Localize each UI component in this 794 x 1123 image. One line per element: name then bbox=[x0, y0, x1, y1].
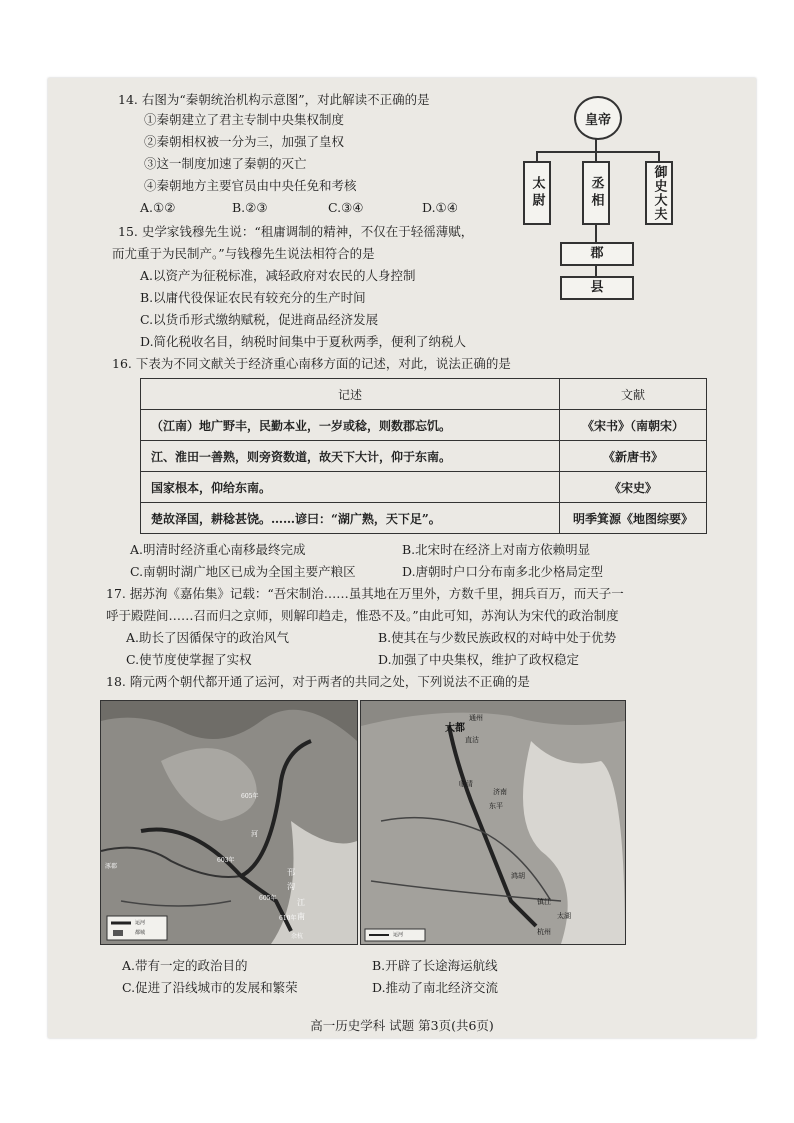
q15-stem-line1: 15. 史学家钱穆先生说：“租庸调制的精神，不仅在于轻徭薄赋， bbox=[118, 224, 474, 239]
q17-stem-line2: 呼于殿陛间……召而归之京师，则解印趋走，惟恐不及。”由此可知，苏洵认为宋代的政治制度 bbox=[106, 608, 619, 623]
map1-label: 603年 bbox=[217, 857, 235, 864]
table-header-row bbox=[141, 379, 707, 410]
xian-node: 县 bbox=[560, 276, 634, 300]
table-row bbox=[141, 441, 707, 472]
table-row bbox=[141, 503, 707, 534]
map1-label: 余杭 bbox=[291, 933, 304, 940]
sui-canal-map bbox=[100, 700, 358, 945]
q16-option-c[interactable]: C.南朝时湖广地区已成为全国主要产粮区 bbox=[130, 564, 356, 579]
source-cell: 《新唐书》 bbox=[560, 441, 707, 472]
q14-option-b[interactable]: B.②③ bbox=[232, 200, 268, 215]
q18-option-b[interactable]: B.开辟了长途海运航线 bbox=[372, 958, 498, 973]
map2-label: 直沽 bbox=[465, 736, 479, 744]
jun-node: 郡 bbox=[560, 242, 634, 266]
q16-option-a[interactable]: A.明清时经济重心南移最终完成 bbox=[130, 542, 306, 557]
map2-label: 镇江 bbox=[537, 898, 551, 906]
map2-legend-canal: 运河 bbox=[393, 932, 404, 938]
map2-label: 临清 bbox=[459, 780, 473, 788]
q14-option-c[interactable]: C.③④ bbox=[328, 200, 364, 215]
map1-label: 605年 bbox=[259, 895, 277, 902]
record-cell: 楚故泽国，耕稔甚饶。……谚曰：“湖广熟，天下足”。 bbox=[141, 503, 560, 534]
map1-legend-canal: 运河 bbox=[135, 920, 146, 926]
q15-option-d[interactable]: D.简化税收名目，纳税时间集中于夏秋两季，便利了纳税人 bbox=[140, 334, 467, 349]
record-cell: 国家根本，仰给东南。 bbox=[141, 472, 560, 503]
map1-label: 涿郡 bbox=[105, 863, 118, 870]
q17-stem-line1: 17. 据苏洵《嘉佑集》记载：“吾宋制治……虽其地在万里外，方数千里，拥兵百万，而天子一 bbox=[106, 586, 624, 601]
source-cell: 《宋书》（南朝宋） bbox=[560, 410, 707, 441]
map2-label: 东平 bbox=[489, 802, 503, 810]
q15-stem-line2: 而尤重于为民制产。”与钱穆先生说法相符合的是 bbox=[112, 246, 375, 261]
map1-legend-capital: 都城 bbox=[135, 930, 146, 936]
table-row bbox=[141, 410, 707, 441]
map1-label: 南 bbox=[297, 912, 305, 921]
q17-option-a[interactable]: A.助长了因循保守的政治风气 bbox=[126, 630, 290, 645]
q17-option-d[interactable]: D.加强了中央集权，维护了政权稳定 bbox=[378, 652, 580, 667]
map1-label: 沟 bbox=[287, 882, 295, 891]
q14-item-2: ②秦朝相权被一分为三，加强了皇权 bbox=[144, 134, 345, 149]
q14-item-4: ④秦朝地方主要官员由中央任免和考核 bbox=[144, 178, 357, 193]
yushi-node: 御史大夫 bbox=[645, 161, 673, 225]
table-row bbox=[141, 472, 707, 503]
map2-label: 太湖 bbox=[557, 912, 571, 920]
q18-option-c[interactable]: C.促进了沿线城市的发展和繁荣 bbox=[122, 980, 298, 995]
q17-option-c[interactable]: C.使节度使掌握了实权 bbox=[126, 652, 252, 667]
q18-stem: 18. 隋元两个朝代都开通了运河，对于两者的共同之处，下列说法不正确的是 bbox=[106, 674, 530, 689]
map1-label: 邗 bbox=[287, 868, 295, 877]
q16-table bbox=[140, 378, 707, 534]
map2-label: 杭州 bbox=[537, 928, 551, 936]
map1-label: 610年 bbox=[279, 915, 297, 922]
header-source: 文献 bbox=[560, 379, 707, 410]
q14-item-1: ①秦朝建立了君主专制中央集权制度 bbox=[144, 112, 345, 127]
q18-option-a[interactable]: A.带有一定的政治目的 bbox=[122, 958, 248, 973]
q14-stem: 14. 右图为“秦朝统治机构示意图”，对此解读不正确的是 bbox=[118, 92, 430, 107]
q16-option-b[interactable]: B.北宋时在经济上对南方依赖明显 bbox=[402, 542, 591, 557]
map1-label: 河 bbox=[251, 830, 258, 838]
exam-page bbox=[48, 78, 756, 1038]
yuan-canal-map bbox=[360, 700, 626, 945]
record-cell: 江、淮田一善熟，则旁资数道，故天下大计，仰于东南。 bbox=[141, 441, 560, 472]
q16-stem: 16. 下表为不同文献关于经济重心南移方面的记述，对此，说法正确的是 bbox=[112, 356, 511, 371]
taiwei-node: 太尉 bbox=[523, 161, 551, 225]
map2-label: 鸿胡 bbox=[511, 872, 525, 880]
q16-option-d[interactable]: D.唐朝时户口分布南多北少格局定型 bbox=[402, 564, 604, 579]
q14-option-d[interactable]: D.①④ bbox=[422, 200, 458, 215]
q17-option-b[interactable]: B.使其在与少数民族政权的对峙中处于优势 bbox=[378, 630, 617, 645]
q14-option-a[interactable]: A.①② bbox=[140, 200, 176, 215]
source-cell: 明季箕源《地图综要》 bbox=[560, 503, 707, 534]
map2-label: 通州 bbox=[469, 714, 483, 722]
map2-label: 济南 bbox=[493, 788, 507, 796]
source-cell: 《宋史》 bbox=[560, 472, 707, 503]
page-footer: 高一历史学科 试题 第3页(共6页) bbox=[310, 1018, 494, 1033]
q15-option-c[interactable]: C.以货币形式缴纳赋税，促进商品经济发展 bbox=[140, 312, 379, 327]
map1-label: 江 bbox=[297, 898, 305, 907]
map1-label: 605年 bbox=[241, 793, 259, 800]
header-record: 记述 bbox=[141, 379, 560, 410]
emperor-node: 皇帝 bbox=[574, 96, 622, 140]
q18-option-d[interactable]: D.推动了南北经济交流 bbox=[372, 980, 499, 995]
chengxiang-node: 丞相 bbox=[582, 161, 610, 225]
map2-label-dadu: 大都 bbox=[445, 723, 465, 734]
q14-item-3: ③这一制度加速了秦朝的灭亡 bbox=[144, 156, 307, 171]
record-cell: （江南）地广野丰，民勤本业，一岁或稔，则数郡忘饥。 bbox=[141, 410, 560, 441]
q15-option-b[interactable]: B.以庸代役保证农民有较充分的生产时间 bbox=[140, 290, 366, 305]
q15-option-a[interactable]: A.以资产为征税标准，减轻政府对农民的人身控制 bbox=[140, 268, 416, 283]
